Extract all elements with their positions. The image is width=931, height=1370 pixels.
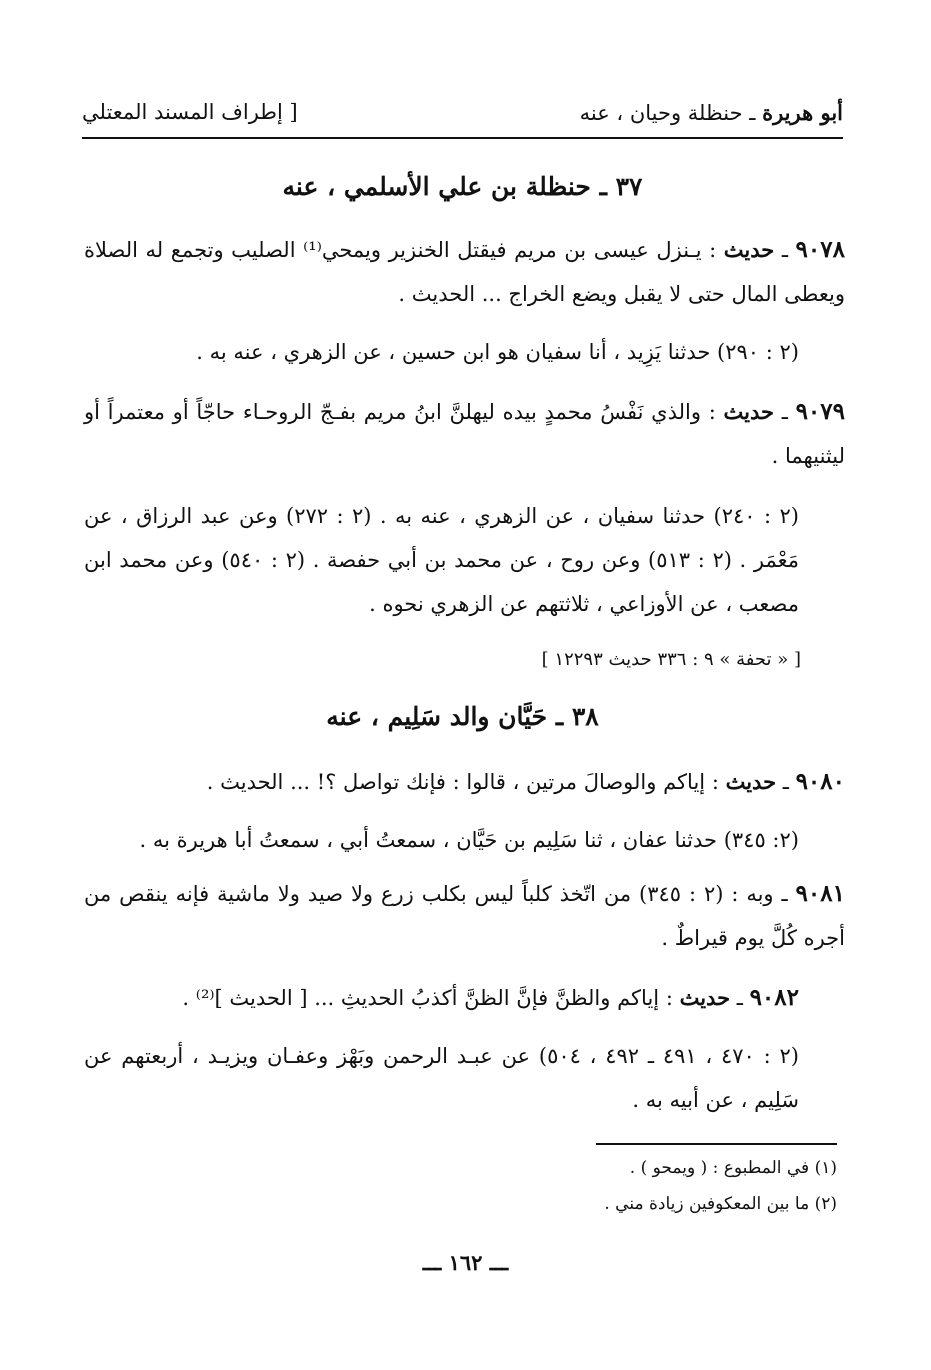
section-title-38: ٣٨ ـ حَيَّان والد سَلِيم ، عنه [326,702,599,731]
running-head-book-title: [ إطراف المسند المعتلي [82,100,298,124]
isnad-note: (٢ : ٤٧٠ ، ٤٩١ ـ ٤٩٢ ، ٥٠٤) عن عبـد الرحمن وبَهْز وعفـان ويزيـد ، أربعتهم عن سَلِيم ، عن أبيه به . [84,1044,799,1112]
entry-number: ٩٠٨٢ [749,984,799,1011]
entry-number: ٩٠٧٨ [795,236,845,263]
entry-number: ٩٠٨٠ [795,768,845,795]
isnad-note: (٢ : ٢٤٠) حدثنا سفيان ، عن الزهري ، عنه به . (٢ : ٢٧٢) وعن عبد الرزاق ، عن مَعْمَر . (٢ : ٥١٣) وعن روح ، عن محمد بن أبي حفصة . (٢ : ٥٤٠) وعن محمد ابن مصعب ، عن الأوزاعي ، ثلاثتهم عن الزهري نحوه . [84,504,799,616]
hadith-entry-9082: ٩٠٨٢ ـ حديث : إياكم والظنَّ فإنَّ الظنَّ أكذبُ الحديثِ ... [ الحديث ]⁽²⁾ . [182,984,799,1011]
hadith-entry-9078: ٩٠٧٨ ـ حديث : يـنزل عيسى بن مريم فيقتل الخنزير ويمحي⁽¹⁾ الصليب وتجمع له الصلاة ويعطى المال حتى لا يقبل ويضع الخراج ... الحديث . [84,236,845,306]
entry-text: وبه : (٢ : ٣٤٥) من اتّخذ كلباً ليس بكلب زرع ولا صيد ولا ماشية فإنه ينقص من أجره كُلَّ يوم قيراطٌ . [84,882,845,950]
header-rule [82,137,843,139]
hadith-entry-9079: ٩٠٧٩ ـ حديث : والذي نَفْسُ محمدٍ بيده ليهلنَّ ابنُ مريم بفـجّ الروحـاء حاجّاً أو معتمراً أو ليثنيهما . [84,398,845,468]
entry-text: إياكم والوصالَ مرتين ، قالوا : فإنك تواصل ؟! ... الحديث . [206,770,706,794]
running-head-chapter [580,100,843,125]
isnad-note: (٢: ٣٤٥) حدثنا عفان ، ثنا سَلِيم بن حَيَّان ، سمعتُ أبي ، سمعتُ أبا هريرة به . [139,828,799,852]
entry-number: ٩٠٨١ [795,880,845,907]
entry-keyword: حديث [679,985,731,1010]
hadith-entry-9080: ٩٠٨٠ ـ حديث : إياكم والوصالَ مرتين ، قالوا : فإنك تواصل ؟! ... الحديث . [206,768,845,795]
running-head-subtitle: ـ حنظلة وحيان ، عنه [579,101,763,125]
footnote-2: (٢) ما بين المعكوفين زيادة مني . [604,1194,837,1214]
entry-keyword: حديث [723,399,774,424]
entry-keyword: حديث [723,237,775,262]
tuhfa-reference: [ « تحفة » ٩ : ٣٣٦ حديث ١٢٢٩٣ ] [541,649,801,670]
running-head [82,96,843,136]
hadith-entry-9081: ٩٠٨١ ـ وبه : (٢ : ٣٤٥) من اتّخذ كلباً ليس بكلب زرع ولا صيد ولا ماشية فإنه ينقص من أجره كُلَّ يوم قيراطٌ . [84,880,845,950]
running-head-name: أبو هريرة [762,100,843,125]
section-title-37: ٣٧ ـ حنظلة بن علي الأسلمي ، عنه [282,172,643,201]
footnote-rule [596,1143,837,1145]
entry-number: ٩٠٧٩ [795,398,845,425]
page-number: ـــ ١٦٢ ـــ [422,1250,509,1275]
entry-text: إياكم والظنَّ فإنَّ الظنَّ أكذبُ الحديثِ ... [ الحديث ]⁽²⁾ . [182,986,660,1010]
entry-keyword: حديث [725,769,777,794]
footnote-1: (١) في المطبوع : ( ويمحو ) . [629,1158,837,1178]
entry-text: والذي نَفْسُ محمدٍ بيده ليهلنَّ ابنُ مريم بفـجّ الروحـاء حاجّاً أو معتمراً أو ليثنيهما . [84,400,845,468]
isnad-note: (٢ : ٢٩٠) حدثنا يَزِيد ، أنا سفيان هو ابن حسين ، عن الزهري ، عنه به . [196,340,799,364]
entry-text: يـنزل عيسى بن مريم فيقتل الخنزير ويمحي⁽¹⁾ الصليب وتجمع له الصلاة ويعطى المال حتى لا يقبل ويضع الخراج ... الحديث . [84,238,845,306]
